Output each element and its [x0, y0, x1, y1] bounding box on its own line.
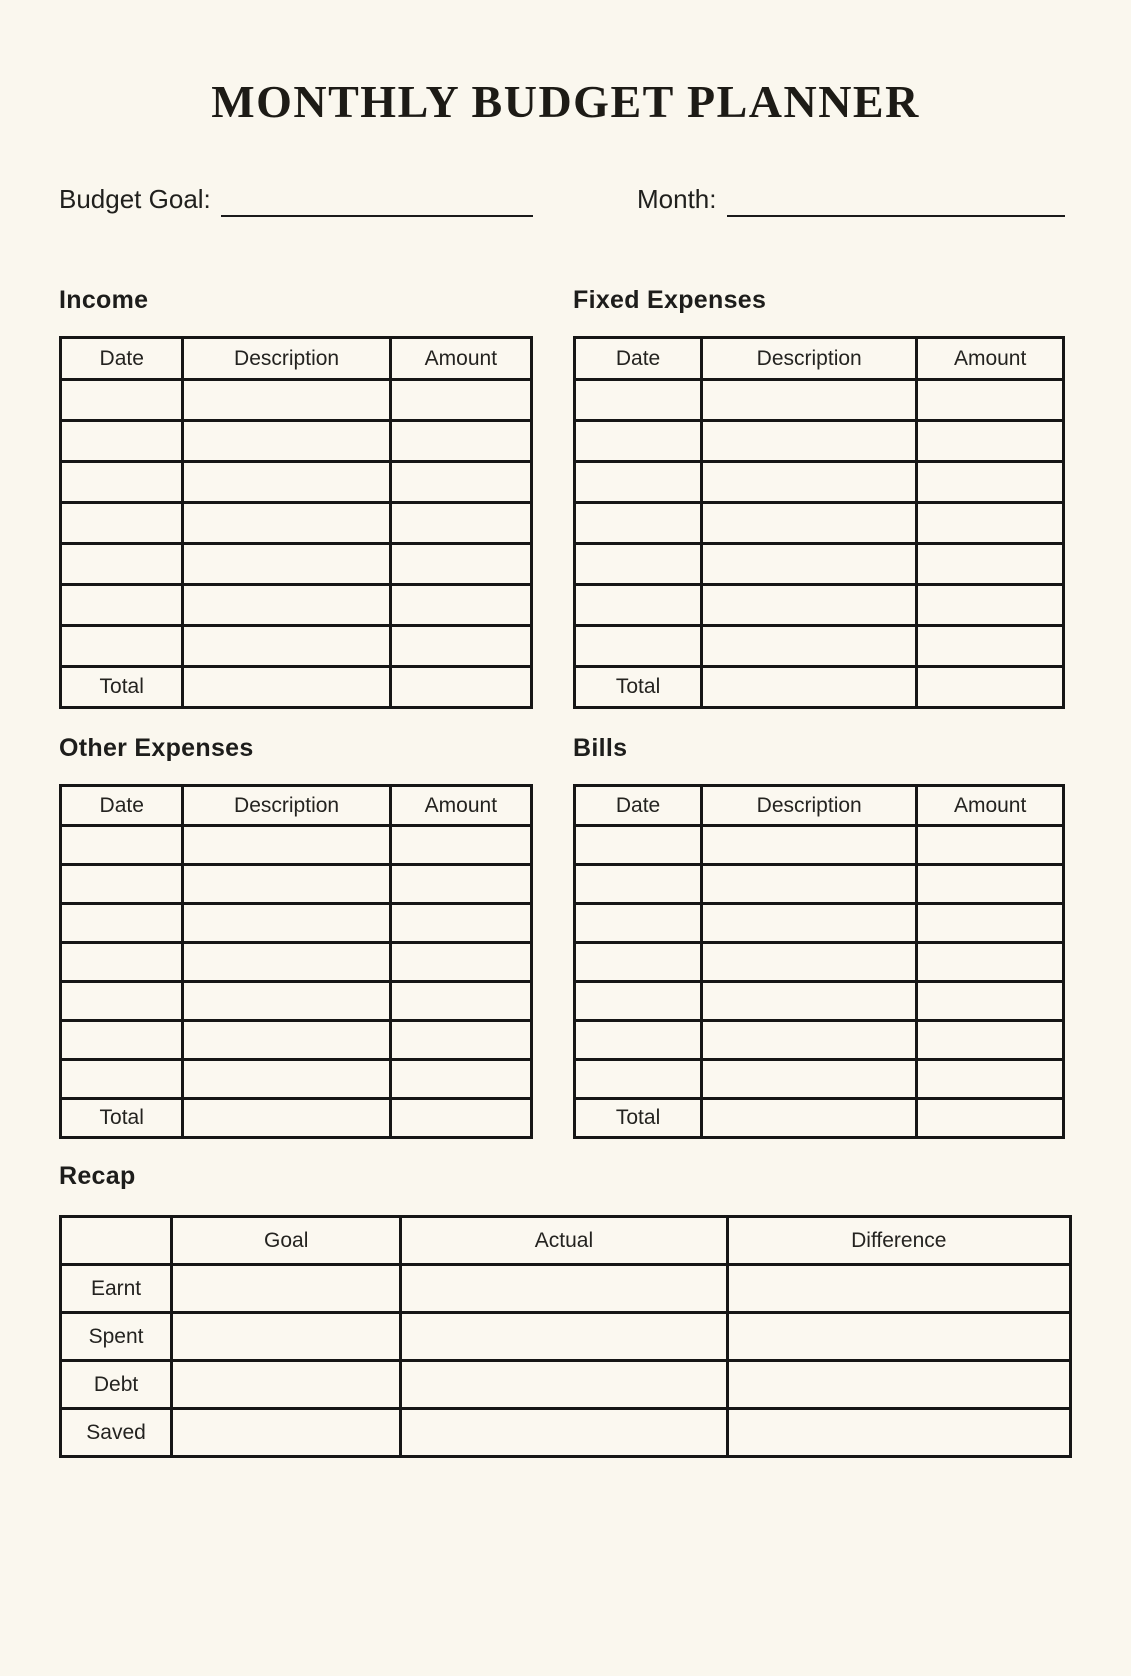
- bills-entry-row: [575, 1021, 1064, 1060]
- bills-description-cell[interactable]: [702, 865, 917, 904]
- other-expenses-date-cell[interactable]: [61, 943, 183, 982]
- bills-description-cell[interactable]: [702, 982, 917, 1021]
- recap-earnt-goal-cell[interactable]: [172, 1265, 401, 1313]
- income-amount-cell[interactable]: [390, 421, 531, 462]
- income-date-cell[interactable]: [61, 585, 183, 626]
- recap-section: [59, 1161, 1072, 1458]
- income-date-cell[interactable]: [61, 544, 183, 585]
- other-expenses-description-cell[interactable]: [183, 982, 390, 1021]
- recap-col-difference: Difference: [727, 1217, 1070, 1265]
- other-expenses-amount-cell[interactable]: [390, 1021, 531, 1060]
- income-amount-cell[interactable]: [390, 462, 531, 503]
- bills-amount-cell[interactable]: [917, 982, 1064, 1021]
- other-expenses-date-cell[interactable]: [61, 865, 183, 904]
- right-column: [573, 285, 1065, 1139]
- bills-amount-cell[interactable]: [917, 1021, 1064, 1060]
- recap-saved-goal-cell[interactable]: [172, 1409, 401, 1457]
- recap-spent-label: Spent: [61, 1313, 172, 1361]
- bills-total-row: [575, 1099, 1064, 1138]
- bills-col-amount: Amount: [917, 786, 1064, 826]
- fixed-expenses-date-cell[interactable]: [575, 626, 702, 667]
- fixed-expenses-table: [573, 336, 1065, 709]
- other-expenses-entry-row: [61, 943, 532, 982]
- month-label: Month:: [637, 184, 717, 214]
- fixed-expenses-amount-cell[interactable]: [917, 585, 1064, 626]
- other-expenses-description-cell[interactable]: [183, 826, 390, 865]
- income-description-cell[interactable]: [183, 585, 390, 626]
- budget-goal-input[interactable]: [221, 185, 533, 217]
- other-expenses-section: [59, 733, 533, 1139]
- fixed-expenses-section: [573, 285, 1065, 709]
- fixed-expenses-description-cell[interactable]: [702, 462, 917, 503]
- recap-saved-difference-cell[interactable]: [727, 1409, 1070, 1457]
- recap-earnt-actual-cell[interactable]: [401, 1265, 727, 1313]
- planner-page: [0, 76, 1131, 1458]
- budget-goal-field: [59, 184, 533, 217]
- income-description-cell[interactable]: [183, 462, 390, 503]
- other-expenses-entry-row: [61, 826, 532, 865]
- fixed-expenses-description-cell[interactable]: [702, 421, 917, 462]
- income-total-label: Total: [61, 667, 183, 708]
- other-expenses-amount-cell[interactable]: [390, 1060, 531, 1099]
- recap-col-actual: Actual: [401, 1217, 727, 1265]
- bills-entry-row: [575, 943, 1064, 982]
- other-expenses-heading: Other Expenses: [59, 734, 254, 762]
- fixed-expenses-amount-cell[interactable]: [917, 421, 1064, 462]
- other-expenses-header-row: [61, 786, 532, 826]
- fixed-expenses-header-row: [575, 338, 1064, 380]
- fixed-expenses-date-cell[interactable]: [575, 544, 702, 585]
- income-amount-cell[interactable]: [390, 544, 531, 585]
- other-expenses-date-cell[interactable]: [61, 1060, 183, 1099]
- bills-amount-cell[interactable]: [917, 826, 1064, 865]
- other-expenses-description-cell[interactable]: [183, 865, 390, 904]
- recap-table: [59, 1215, 1072, 1458]
- income-description-cell[interactable]: [183, 503, 390, 544]
- fixed-expenses-entry-row: [575, 503, 1064, 544]
- bills-description-cell[interactable]: [702, 1060, 917, 1099]
- bills-total-amount-cell[interactable]: [917, 1099, 1064, 1138]
- recap-saved-label: Saved: [61, 1409, 172, 1457]
- bills-description-cell[interactable]: [702, 904, 917, 943]
- income-entry-row: [61, 626, 532, 667]
- other-expenses-total-row: [61, 1099, 532, 1138]
- income-heading: Income: [59, 286, 149, 314]
- income-amount-cell[interactable]: [390, 380, 531, 421]
- fixed-expenses-description-cell[interactable]: [702, 380, 917, 421]
- income-amount-cell[interactable]: [390, 626, 531, 667]
- bills-date-cell[interactable]: [575, 1060, 702, 1099]
- income-description-cell[interactable]: [183, 626, 390, 667]
- bills-col-date: Date: [575, 786, 702, 826]
- income-amount-cell[interactable]: [390, 503, 531, 544]
- other-expenses-entry-row: [61, 904, 532, 943]
- fixed-expenses-entry-row: [575, 462, 1064, 503]
- fixed-expenses-description-cell[interactable]: [702, 503, 917, 544]
- recap-row-debt: [61, 1361, 1071, 1409]
- fixed-expenses-col-amount: Amount: [917, 338, 1064, 380]
- bills-date-cell[interactable]: [575, 826, 702, 865]
- bills-header-row: [575, 786, 1064, 826]
- fixed-expenses-col-date: Date: [575, 338, 702, 380]
- recap-earnt-difference-cell[interactable]: [727, 1265, 1070, 1313]
- other-expenses-amount-cell[interactable]: [390, 865, 531, 904]
- other-expenses-amount-cell[interactable]: [390, 982, 531, 1021]
- fixed-expenses-amount-cell[interactable]: [917, 626, 1064, 667]
- fixed-expenses-total-description-cell[interactable]: [702, 667, 917, 708]
- fixed-expenses-total-label: Total: [575, 667, 702, 708]
- other-expenses-description-cell[interactable]: [183, 1021, 390, 1060]
- fixed-expenses-entry-row: [575, 626, 1064, 667]
- income-date-cell[interactable]: [61, 421, 183, 462]
- recap-heading: Recap: [59, 1162, 136, 1190]
- income-date-cell[interactable]: [61, 626, 183, 667]
- income-entry-row: [61, 462, 532, 503]
- fixed-expenses-amount-cell[interactable]: [917, 544, 1064, 585]
- recap-col-goal: Goal: [172, 1217, 401, 1265]
- recap-spent-goal-cell[interactable]: [172, 1313, 401, 1361]
- tables-grid: [59, 285, 1072, 1139]
- income-total-row: [61, 667, 532, 708]
- recap-row-earnt: [61, 1265, 1071, 1313]
- other-expenses-total-label: Total: [61, 1099, 183, 1138]
- fixed-expenses-total-row: [575, 667, 1064, 708]
- other-expenses-col-amount: Amount: [390, 786, 531, 826]
- bills-date-cell[interactable]: [575, 904, 702, 943]
- income-total-amount-cell[interactable]: [390, 667, 531, 708]
- bills-section: [573, 733, 1065, 1139]
- income-col-amount: Amount: [390, 338, 531, 380]
- bills-entry-row: [575, 826, 1064, 865]
- other-expenses-entry-row: [61, 1021, 532, 1060]
- bills-description-cell[interactable]: [702, 943, 917, 982]
- bills-date-cell[interactable]: [575, 1021, 702, 1060]
- recap-debt-actual-cell[interactable]: [401, 1361, 727, 1409]
- recap-row-spent: [61, 1313, 1071, 1361]
- income-description-cell[interactable]: [183, 380, 390, 421]
- budget-goal-label: Budget Goal:: [59, 184, 211, 214]
- other-expenses-total-description-cell[interactable]: [183, 1099, 390, 1138]
- month-input[interactable]: [727, 185, 1066, 217]
- left-column: [59, 285, 533, 1139]
- other-expenses-total-amount-cell[interactable]: [390, 1099, 531, 1138]
- fixed-expenses-date-cell[interactable]: [575, 380, 702, 421]
- income-description-cell[interactable]: [183, 421, 390, 462]
- other-expenses-table: [59, 784, 533, 1139]
- income-col-description: Description: [183, 338, 390, 380]
- fixed-expenses-description-cell[interactable]: [702, 544, 917, 585]
- other-expenses-col-description: Description: [183, 786, 390, 826]
- fixed-expenses-date-cell[interactable]: [575, 462, 702, 503]
- recap-row-saved: [61, 1409, 1071, 1457]
- other-expenses-date-cell[interactable]: [61, 982, 183, 1021]
- income-header-row: [61, 338, 532, 380]
- income-table: [59, 336, 533, 709]
- fixed-expenses-amount-cell[interactable]: [917, 503, 1064, 544]
- other-expenses-col-date: Date: [61, 786, 183, 826]
- income-date-cell[interactable]: [61, 462, 183, 503]
- fixed-expenses-amount-cell[interactable]: [917, 380, 1064, 421]
- bills-entry-row: [575, 865, 1064, 904]
- bills-entry-row: [575, 982, 1064, 1021]
- recap-header-row: [61, 1217, 1071, 1265]
- income-entry-row: [61, 421, 532, 462]
- fixed-expenses-col-description: Description: [702, 338, 917, 380]
- income-total-description-cell[interactable]: [183, 667, 390, 708]
- recap-debt-difference-cell[interactable]: [727, 1361, 1070, 1409]
- bills-entry-row: [575, 904, 1064, 943]
- income-section: [59, 285, 533, 709]
- other-expenses-amount-cell[interactable]: [390, 943, 531, 982]
- fixed-expenses-heading: Fixed Expenses: [573, 286, 767, 314]
- income-date-cell[interactable]: [61, 380, 183, 421]
- bills-entry-row: [575, 1060, 1064, 1099]
- fixed-expenses-total-amount-cell[interactable]: [917, 667, 1064, 708]
- bills-date-cell[interactable]: [575, 982, 702, 1021]
- fixed-expenses-entry-row: [575, 380, 1064, 421]
- other-expenses-entry-row: [61, 1060, 532, 1099]
- bills-date-cell[interactable]: [575, 865, 702, 904]
- other-expenses-amount-cell[interactable]: [390, 904, 531, 943]
- other-expenses-date-cell[interactable]: [61, 1021, 183, 1060]
- recap-spent-difference-cell[interactable]: [727, 1313, 1070, 1361]
- bills-amount-cell[interactable]: [917, 865, 1064, 904]
- fixed-expenses-date-cell[interactable]: [575, 421, 702, 462]
- other-expenses-date-cell[interactable]: [61, 904, 183, 943]
- fixed-expenses-entry-row: [575, 421, 1064, 462]
- income-amount-cell[interactable]: [390, 585, 531, 626]
- recap-debt-label: Debt: [61, 1361, 172, 1409]
- recap-spent-actual-cell[interactable]: [401, 1313, 727, 1361]
- bills-col-description: Description: [702, 786, 917, 826]
- bills-description-cell[interactable]: [702, 826, 917, 865]
- bills-date-cell[interactable]: [575, 943, 702, 982]
- bills-heading: Bills: [573, 734, 628, 762]
- bills-total-label: Total: [575, 1099, 702, 1138]
- fixed-expenses-entry-row: [575, 544, 1064, 585]
- bills-amount-cell[interactable]: [917, 943, 1064, 982]
- fixed-expenses-entry-row: [575, 585, 1064, 626]
- fixed-expenses-amount-cell[interactable]: [917, 462, 1064, 503]
- recap-col-blank: [61, 1217, 172, 1265]
- other-expenses-entry-row: [61, 865, 532, 904]
- bills-amount-cell[interactable]: [917, 904, 1064, 943]
- other-expenses-date-cell[interactable]: [61, 826, 183, 865]
- header-fields: [59, 184, 1072, 217]
- income-col-date: Date: [61, 338, 183, 380]
- recap-saved-actual-cell[interactable]: [401, 1409, 727, 1457]
- month-field: [573, 184, 1065, 217]
- bills-amount-cell[interactable]: [917, 1060, 1064, 1099]
- other-expenses-description-cell[interactable]: [183, 1060, 390, 1099]
- recap-debt-goal-cell[interactable]: [172, 1361, 401, 1409]
- income-entry-row: [61, 544, 532, 585]
- other-expenses-description-cell[interactable]: [183, 904, 390, 943]
- bills-table: [573, 784, 1065, 1139]
- income-entry-row: [61, 380, 532, 421]
- fixed-expenses-date-cell[interactable]: [575, 585, 702, 626]
- income-entry-row: [61, 503, 532, 544]
- fixed-expenses-description-cell[interactable]: [702, 626, 917, 667]
- other-expenses-entry-row: [61, 982, 532, 1021]
- income-entry-row: [61, 585, 532, 626]
- fixed-expenses-description-cell[interactable]: [702, 585, 917, 626]
- other-expenses-description-cell[interactable]: [183, 943, 390, 982]
- bills-total-description-cell[interactable]: [702, 1099, 917, 1138]
- income-description-cell[interactable]: [183, 544, 390, 585]
- page-title: MONTHLY BUDGET PLANNER: [211, 76, 920, 127]
- income-date-cell[interactable]: [61, 503, 183, 544]
- recap-earnt-label: Earnt: [61, 1265, 172, 1313]
- fixed-expenses-date-cell[interactable]: [575, 503, 702, 544]
- other-expenses-amount-cell[interactable]: [390, 826, 531, 865]
- bills-description-cell[interactable]: [702, 1021, 917, 1060]
